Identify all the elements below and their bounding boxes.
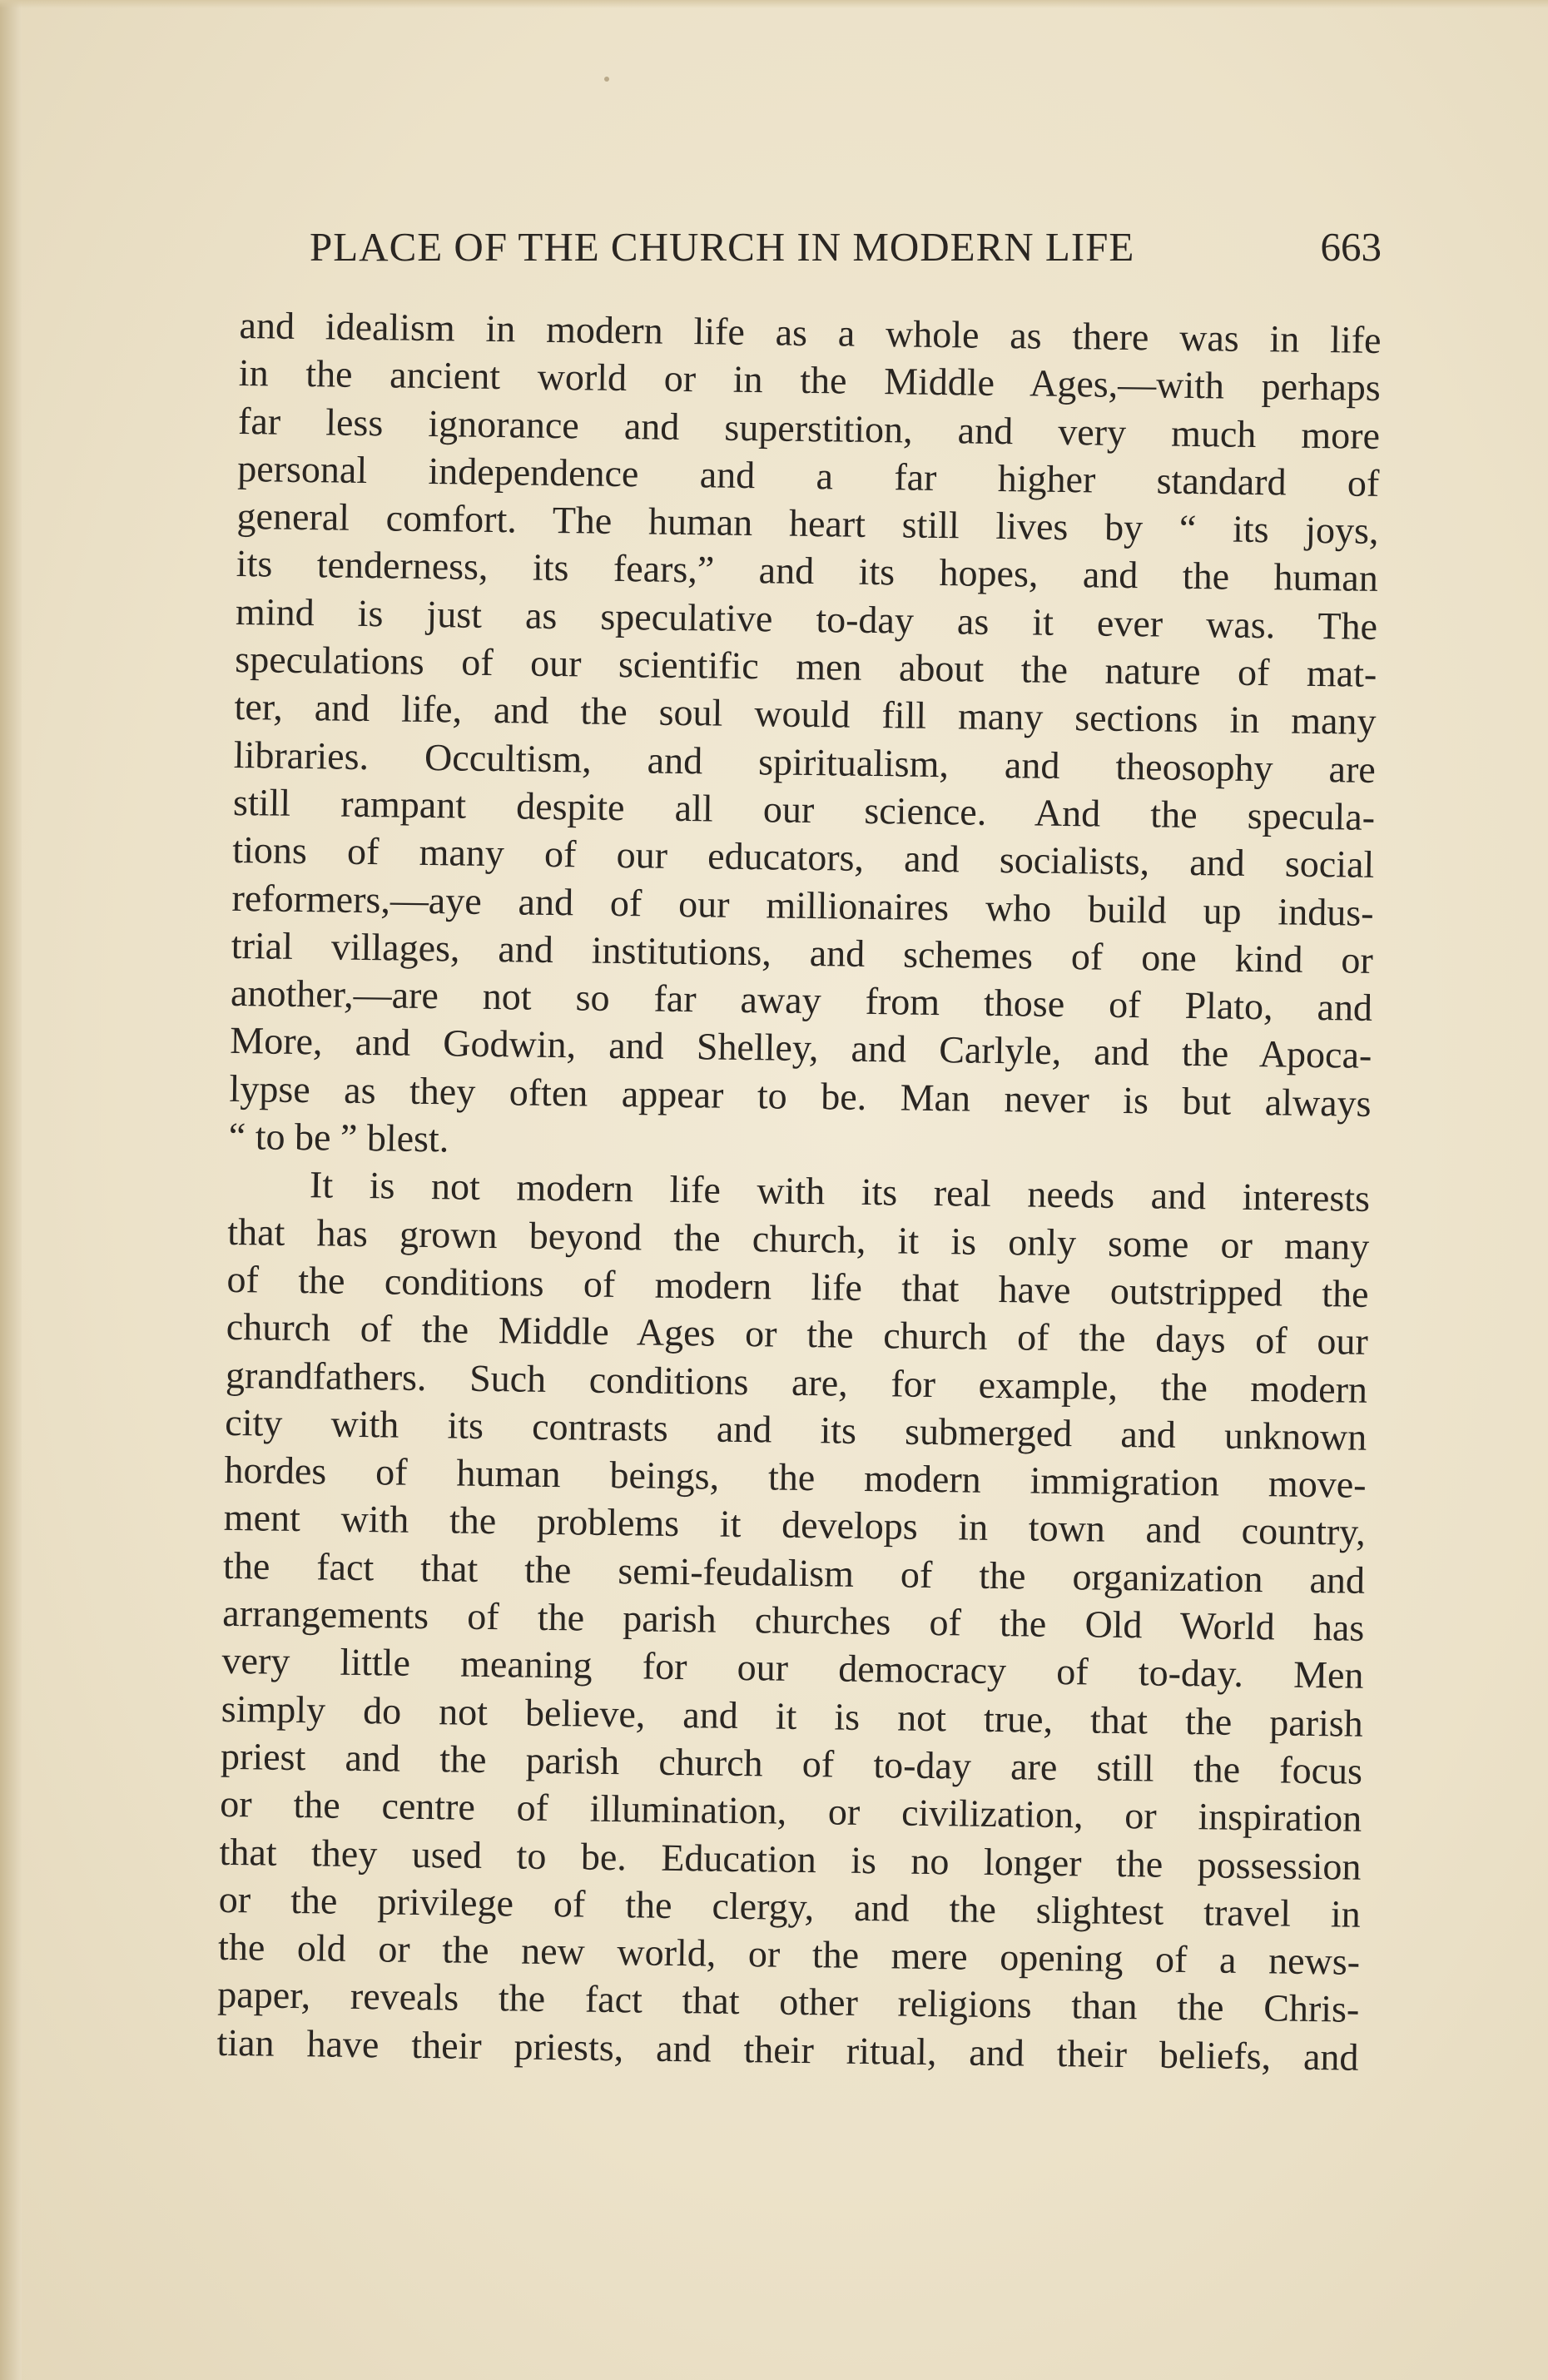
text-line: that they used to be. Education is no longer the possession bbox=[219, 1830, 1362, 1888]
running-title: PLACE OF THE CHURCH IN MODERN LIFE bbox=[310, 224, 1135, 270]
text-line: the old or the new world, or the mere opening of a news- bbox=[217, 1925, 1361, 1983]
text-line: or the privilege of the clergy, and the slightest travel in bbox=[218, 1877, 1362, 1935]
text-line: priest and the parish church of to-day are still the focus bbox=[220, 1734, 1363, 1792]
text-line: arrangements of the parish churches of the Old World has bbox=[222, 1591, 1365, 1649]
text-line: reformers,—aye and of our millionaires who build up indus- bbox=[231, 876, 1374, 934]
page-edge-shadow bbox=[0, 0, 22, 2380]
text-line: general comfort. The human heart still lives by “ its joys, bbox=[236, 494, 1379, 553]
text-line: paper, reveals the fact that other religions than the Chris- bbox=[217, 1973, 1360, 2031]
text-line: another,—are not so far away from those of Plato, and bbox=[230, 971, 1373, 1030]
paragraph bbox=[216, 1160, 1370, 2081]
text-line: “ to be ” blest. bbox=[228, 1114, 449, 1160]
text-line: or the centre of illumination, or civilization, or inspiration bbox=[220, 1782, 1362, 1841]
paragraph bbox=[229, 301, 1382, 1175]
text-line: It is not modern life with its real needs and interests bbox=[309, 1163, 1371, 1220]
text-line: mind is just as speculative to-day as it ever was. The bbox=[235, 589, 1378, 648]
text-line: still rampant despite all our science. And the specula- bbox=[232, 780, 1376, 838]
text-line: its tenderness, its fears,” and its hopes, and the human bbox=[236, 542, 1379, 600]
text-line: the fact that the semi-feudalism of the organization and bbox=[222, 1543, 1366, 1602]
text-line: simply do not believe, and it is not true, that the parish bbox=[221, 1687, 1364, 1745]
text-line: speculations of our scientific men about the nature of mat- bbox=[235, 638, 1377, 695]
page-number: 663 bbox=[1320, 224, 1382, 270]
text-line: grandfathers. Such conditions are, for example, the modern bbox=[225, 1353, 1368, 1411]
text-line: city with its contrasts and its submerged and unknown bbox=[225, 1400, 1367, 1458]
text-line: of the conditions of modern life that have outstripped the bbox=[226, 1257, 1369, 1315]
text-line: hordes of human beings, the modern immigration move- bbox=[224, 1448, 1367, 1506]
text-line: personal independence and a far higher standard of bbox=[237, 446, 1380, 504]
text-line: ment with the problems it develops in town and country, bbox=[223, 1496, 1367, 1554]
text-line: tian have their priests, and their ritual, and their beliefs, and bbox=[216, 2020, 1359, 2079]
body-text bbox=[216, 301, 1382, 2081]
text-line: very little meaning for our democracy of to-day. Men bbox=[221, 1639, 1364, 1697]
text-line: ter, and life, and the soul would fill many sections in many bbox=[234, 685, 1377, 743]
text-line: tions of many of our educators, and socialists, and social bbox=[232, 828, 1375, 887]
page-top-shadow bbox=[0, 0, 1548, 8]
paper-speck bbox=[604, 77, 609, 82]
text-line: in the ancient world or in the Middle Ages,—with perhaps bbox=[238, 351, 1382, 410]
text-line: lypse as they often appear to be. Man never is but always bbox=[229, 1066, 1372, 1125]
text-line: far less ignorance and superstition, and very much more bbox=[237, 399, 1381, 457]
text-line: trial villages, and institutions, and schemes of one kind or bbox=[231, 923, 1374, 981]
text-line: libraries. Occultism, and spiritualism, and theosophy are bbox=[233, 733, 1377, 791]
running-header bbox=[310, 218, 1382, 276]
text-line: church of the Middle Ages or the church of the days of our bbox=[226, 1305, 1369, 1364]
text-line: More, and Godwin, and Shelley, and Carlyle, and the Apoca- bbox=[230, 1019, 1372, 1077]
text-line: and idealism in modern life as a whole as there was in life bbox=[239, 303, 1382, 361]
text-line: that has grown beyond the church, it is only some or many bbox=[227, 1210, 1370, 1268]
